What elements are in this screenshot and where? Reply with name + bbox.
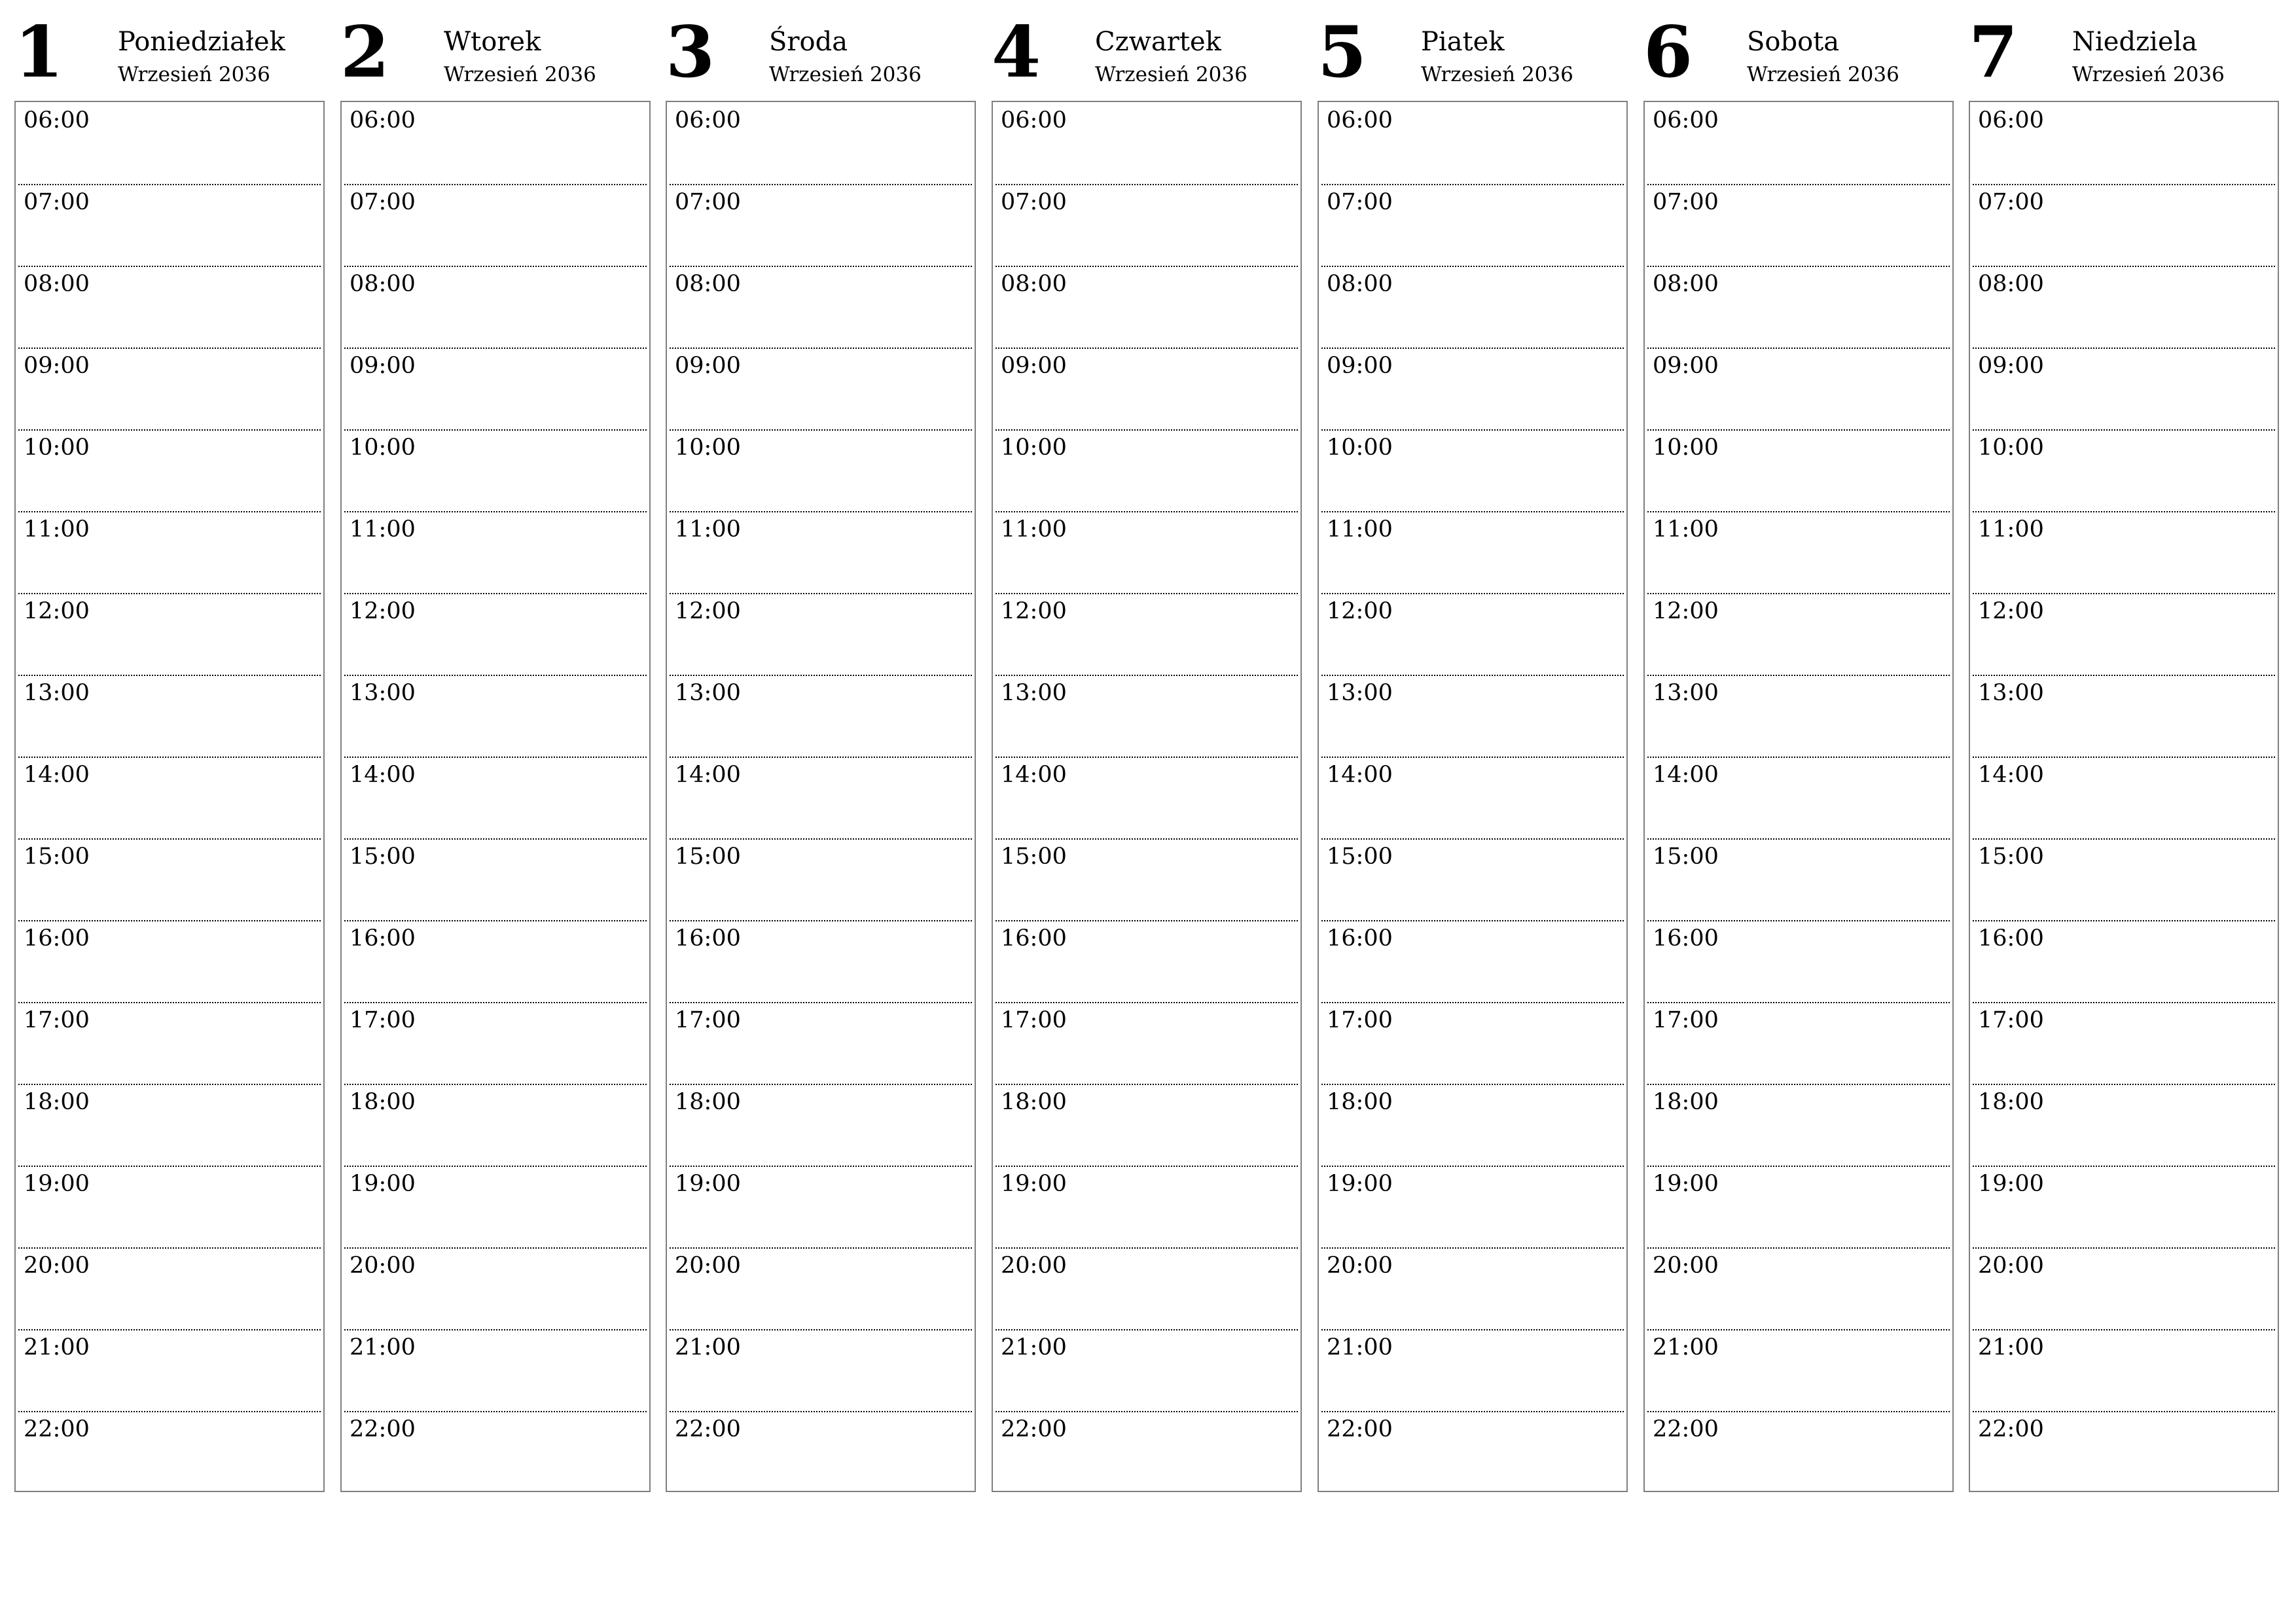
day-name: Środa bbox=[769, 27, 848, 57]
hour-slot[interactable] bbox=[1321, 1247, 1624, 1330]
hour-label: 20:00 bbox=[24, 1253, 90, 1279]
hour-slot[interactable] bbox=[670, 920, 972, 1003]
hour-slot[interactable] bbox=[344, 1002, 647, 1085]
hour-label: 18:00 bbox=[1327, 1089, 1393, 1115]
hour-label: 15:00 bbox=[350, 844, 416, 870]
hour-label: 16:00 bbox=[1653, 925, 1719, 952]
hour-label: 14:00 bbox=[350, 762, 416, 788]
hour-slot[interactable] bbox=[670, 1002, 972, 1085]
hour-slot[interactable] bbox=[18, 675, 321, 758]
day-schedule-box bbox=[340, 101, 651, 1492]
day-schedule-box bbox=[666, 101, 976, 1492]
hour-slot[interactable] bbox=[1647, 266, 1950, 349]
hour-label: 11:00 bbox=[1327, 516, 1393, 543]
hour-slot[interactable] bbox=[344, 757, 647, 840]
hour-label: 12:00 bbox=[1327, 598, 1393, 624]
hour-label: 15:00 bbox=[24, 844, 90, 870]
hour-label: 10:00 bbox=[1327, 435, 1393, 461]
day-number: 6 bbox=[1643, 11, 1692, 94]
hour-slot[interactable] bbox=[1647, 838, 1950, 921]
hour-slot[interactable] bbox=[344, 1166, 647, 1249]
hour-slot[interactable] bbox=[1647, 348, 1950, 431]
hour-slot[interactable] bbox=[18, 1002, 321, 1085]
hour-label: 07:00 bbox=[675, 189, 741, 215]
hour-label: 18:00 bbox=[350, 1089, 416, 1115]
hour-slot[interactable] bbox=[670, 1411, 972, 1493]
hour-label: 10:00 bbox=[675, 435, 741, 461]
hour-slot[interactable] bbox=[1973, 1166, 2275, 1249]
hour-slot[interactable] bbox=[18, 1166, 321, 1249]
hour-label: 17:00 bbox=[350, 1007, 416, 1033]
hour-slot[interactable] bbox=[996, 1329, 1298, 1412]
hour-slot[interactable] bbox=[1647, 675, 1950, 758]
hour-label: 09:00 bbox=[1978, 353, 2044, 379]
day-number: 4 bbox=[992, 11, 1040, 94]
hour-label: 14:00 bbox=[1653, 762, 1719, 788]
hour-slot[interactable] bbox=[18, 1411, 321, 1493]
hour-slot[interactable] bbox=[1647, 593, 1950, 676]
hour-slot[interactable] bbox=[1647, 1247, 1950, 1330]
hour-label: 18:00 bbox=[24, 1089, 90, 1115]
hour-slot[interactable] bbox=[1647, 1411, 1950, 1493]
hour-label: 11:00 bbox=[675, 516, 741, 543]
hour-slot[interactable] bbox=[670, 348, 972, 431]
hour-slot[interactable] bbox=[1647, 429, 1950, 512]
hour-label: 13:00 bbox=[675, 680, 741, 706]
hour-slot[interactable] bbox=[1321, 838, 1624, 921]
hour-label: 14:00 bbox=[675, 762, 741, 788]
hour-slot[interactable] bbox=[1973, 838, 2275, 921]
day-month-label: Wrzesień 2036 bbox=[118, 63, 270, 86]
hour-label: 19:00 bbox=[1001, 1171, 1067, 1197]
hour-label: 17:00 bbox=[24, 1007, 90, 1033]
hour-slot[interactable] bbox=[1973, 920, 2275, 1003]
hour-slot[interactable] bbox=[1321, 593, 1624, 676]
hour-label: 14:00 bbox=[1327, 762, 1393, 788]
hour-slot[interactable] bbox=[18, 1247, 321, 1330]
hour-label: 06:00 bbox=[1327, 107, 1393, 134]
hour-label: 21:00 bbox=[1978, 1334, 2044, 1361]
hour-slot[interactable] bbox=[1973, 511, 2275, 594]
hour-slot[interactable] bbox=[344, 1329, 647, 1412]
hour-label: 21:00 bbox=[350, 1334, 416, 1361]
hour-slot[interactable] bbox=[1321, 675, 1624, 758]
hour-slot[interactable] bbox=[1973, 1329, 2275, 1412]
hour-slot[interactable] bbox=[996, 511, 1298, 594]
hour-slot[interactable] bbox=[18, 1084, 321, 1167]
hour-label: 22:00 bbox=[1653, 1416, 1719, 1442]
day-schedule-box bbox=[1969, 101, 2279, 1492]
hour-slot[interactable] bbox=[1647, 1084, 1950, 1167]
hour-label: 15:00 bbox=[1978, 844, 2044, 870]
hour-slot[interactable] bbox=[996, 348, 1298, 431]
hour-label: 10:00 bbox=[1978, 435, 2044, 461]
day-schedule-box bbox=[14, 101, 325, 1492]
hour-label: 08:00 bbox=[1978, 271, 2044, 297]
hour-label: 07:00 bbox=[1327, 189, 1393, 215]
hour-label: 07:00 bbox=[24, 189, 90, 215]
hour-label: 12:00 bbox=[1653, 598, 1719, 624]
hour-label: 07:00 bbox=[350, 189, 416, 215]
hour-slot[interactable] bbox=[670, 184, 972, 267]
hour-slot[interactable] bbox=[344, 348, 647, 431]
day-number: 2 bbox=[340, 11, 389, 94]
hour-slot[interactable] bbox=[996, 266, 1298, 349]
hour-label: 22:00 bbox=[24, 1416, 90, 1442]
hour-label: 20:00 bbox=[1978, 1253, 2044, 1279]
hour-label: 18:00 bbox=[1653, 1089, 1719, 1115]
hour-slot[interactable] bbox=[1647, 1166, 1950, 1249]
hour-label: 06:00 bbox=[1653, 107, 1719, 134]
hour-label: 13:00 bbox=[1001, 680, 1067, 706]
hour-slot[interactable] bbox=[18, 757, 321, 840]
hour-slot[interactable] bbox=[1973, 429, 2275, 512]
hour-label: 08:00 bbox=[350, 271, 416, 297]
hour-label: 22:00 bbox=[1001, 1416, 1067, 1442]
hour-slot[interactable] bbox=[18, 838, 321, 921]
hour-label: 19:00 bbox=[1978, 1171, 2044, 1197]
hour-slot[interactable] bbox=[1321, 1411, 1624, 1493]
hour-label: 15:00 bbox=[1653, 844, 1719, 870]
day-month-label: Wrzesień 2036 bbox=[1095, 63, 1247, 86]
hour-label: 06:00 bbox=[1978, 107, 2044, 134]
hour-slot[interactable] bbox=[670, 1084, 972, 1167]
hour-slot[interactable] bbox=[996, 1166, 1298, 1249]
day-name: Piatek bbox=[1421, 27, 1505, 57]
hour-label: 18:00 bbox=[1001, 1089, 1067, 1115]
hour-label: 16:00 bbox=[1001, 925, 1067, 952]
hour-label: 14:00 bbox=[1001, 762, 1067, 788]
hour-slot[interactable] bbox=[344, 838, 647, 921]
hour-slot[interactable] bbox=[1973, 102, 2275, 185]
hour-slot[interactable] bbox=[344, 1411, 647, 1493]
hour-slot[interactable] bbox=[1321, 102, 1624, 185]
hour-label: 09:00 bbox=[675, 353, 741, 379]
day-number: 3 bbox=[666, 11, 714, 94]
hour-label: 13:00 bbox=[24, 680, 90, 706]
hour-label: 22:00 bbox=[1978, 1416, 2044, 1442]
day-schedule-box bbox=[1318, 101, 1628, 1492]
hour-label: 20:00 bbox=[675, 1253, 741, 1279]
hour-label: 10:00 bbox=[350, 435, 416, 461]
hour-slot[interactable] bbox=[1321, 348, 1624, 431]
hour-label: 06:00 bbox=[675, 107, 741, 134]
hour-slot[interactable] bbox=[1973, 1084, 2275, 1167]
hour-label: 15:00 bbox=[675, 844, 741, 870]
hour-slot[interactable] bbox=[18, 266, 321, 349]
hour-label: 08:00 bbox=[1653, 271, 1719, 297]
hour-slot[interactable] bbox=[1321, 511, 1624, 594]
hour-label: 15:00 bbox=[1327, 844, 1393, 870]
hour-slot[interactable] bbox=[18, 511, 321, 594]
hour-label: 21:00 bbox=[1327, 1334, 1393, 1361]
hour-slot[interactable] bbox=[1973, 593, 2275, 676]
hour-slot[interactable] bbox=[996, 1002, 1298, 1085]
hour-slot[interactable] bbox=[1321, 184, 1624, 267]
hour-label: 13:00 bbox=[1327, 680, 1393, 706]
hour-slot[interactable] bbox=[1973, 1002, 2275, 1085]
hour-slot[interactable] bbox=[1321, 266, 1624, 349]
day-name: Czwartek bbox=[1095, 27, 1221, 57]
hour-label: 21:00 bbox=[1653, 1334, 1719, 1361]
hour-label: 22:00 bbox=[675, 1416, 741, 1442]
hour-label: 08:00 bbox=[24, 271, 90, 297]
hour-slot[interactable] bbox=[1647, 1329, 1950, 1412]
hour-label: 16:00 bbox=[24, 925, 90, 952]
hour-label: 10:00 bbox=[1653, 435, 1719, 461]
hour-label: 12:00 bbox=[1978, 598, 2044, 624]
hour-slot[interactable] bbox=[1647, 102, 1950, 185]
hour-label: 17:00 bbox=[1001, 1007, 1067, 1033]
hour-label: 15:00 bbox=[1001, 844, 1067, 870]
hour-slot[interactable] bbox=[1321, 757, 1624, 840]
hour-label: 06:00 bbox=[24, 107, 90, 134]
hour-label: 09:00 bbox=[350, 353, 416, 379]
hour-label: 06:00 bbox=[1001, 107, 1067, 134]
hour-label: 20:00 bbox=[1653, 1253, 1719, 1279]
day-name: Poniedziałek bbox=[118, 27, 285, 57]
hour-slot[interactable] bbox=[1973, 184, 2275, 267]
day-name: Sobota bbox=[1747, 27, 1840, 57]
hour-label: 09:00 bbox=[1001, 353, 1067, 379]
hour-label: 16:00 bbox=[675, 925, 741, 952]
hour-slot[interactable] bbox=[1321, 429, 1624, 512]
day-month-label: Wrzesień 2036 bbox=[444, 63, 596, 86]
hour-label: 08:00 bbox=[1001, 271, 1067, 297]
day-schedule-box bbox=[992, 101, 1302, 1492]
hour-label: 11:00 bbox=[1978, 516, 2044, 543]
hour-slot[interactable] bbox=[996, 429, 1298, 512]
hour-slot[interactable] bbox=[344, 266, 647, 349]
hour-label: 17:00 bbox=[1327, 1007, 1393, 1033]
hour-slot[interactable] bbox=[1647, 511, 1950, 594]
hour-label: 11:00 bbox=[1001, 516, 1067, 543]
hour-slot[interactable] bbox=[344, 675, 647, 758]
hour-slot[interactable] bbox=[996, 184, 1298, 267]
day-number: 1 bbox=[14, 11, 63, 94]
hour-slot[interactable] bbox=[1973, 348, 2275, 431]
hour-slot[interactable] bbox=[996, 1084, 1298, 1167]
day-month-label: Wrzesień 2036 bbox=[1747, 63, 1899, 86]
hour-slot[interactable] bbox=[1973, 1247, 2275, 1330]
hour-slot[interactable] bbox=[18, 348, 321, 431]
day-name: Niedziela bbox=[2072, 27, 2198, 57]
hour-label: 16:00 bbox=[1327, 925, 1393, 952]
hour-slot[interactable] bbox=[18, 1329, 321, 1412]
hour-label: 07:00 bbox=[1978, 189, 2044, 215]
hour-slot[interactable] bbox=[670, 675, 972, 758]
day-number: 7 bbox=[1969, 11, 2017, 94]
hour-slot[interactable] bbox=[344, 1084, 647, 1167]
hour-slot[interactable] bbox=[1647, 1002, 1950, 1085]
hour-slot[interactable] bbox=[996, 102, 1298, 185]
hour-slot[interactable] bbox=[344, 429, 647, 512]
hour-label: 21:00 bbox=[24, 1334, 90, 1361]
hour-label: 07:00 bbox=[1653, 189, 1719, 215]
hour-label: 09:00 bbox=[1327, 353, 1393, 379]
hour-label: 19:00 bbox=[350, 1171, 416, 1197]
hour-slot[interactable] bbox=[996, 1411, 1298, 1493]
hour-slot[interactable] bbox=[344, 593, 647, 676]
hour-slot[interactable] bbox=[1647, 920, 1950, 1003]
hour-slot[interactable] bbox=[1647, 184, 1950, 267]
hour-label: 21:00 bbox=[675, 1334, 741, 1361]
hour-slot[interactable] bbox=[344, 1247, 647, 1330]
hour-label: 11:00 bbox=[350, 516, 416, 543]
hour-slot[interactable] bbox=[1973, 1411, 2275, 1493]
hour-label: 10:00 bbox=[1001, 435, 1067, 461]
hour-label: 19:00 bbox=[24, 1171, 90, 1197]
hour-slot[interactable] bbox=[996, 675, 1298, 758]
hour-slot[interactable] bbox=[996, 757, 1298, 840]
hour-slot[interactable] bbox=[344, 102, 647, 185]
hour-slot[interactable] bbox=[670, 102, 972, 185]
hour-slot[interactable] bbox=[996, 920, 1298, 1003]
hour-label: 19:00 bbox=[675, 1171, 741, 1197]
hour-slot[interactable] bbox=[670, 1329, 972, 1412]
hour-label: 11:00 bbox=[1653, 516, 1719, 543]
hour-label: 21:00 bbox=[1001, 1334, 1067, 1361]
hour-slot[interactable] bbox=[670, 511, 972, 594]
hour-slot[interactable] bbox=[996, 838, 1298, 921]
hour-label: 17:00 bbox=[675, 1007, 741, 1033]
hour-label: 14:00 bbox=[24, 762, 90, 788]
hour-label: 12:00 bbox=[1001, 598, 1067, 624]
hour-slot[interactable] bbox=[670, 838, 972, 921]
hour-label: 07:00 bbox=[1001, 189, 1067, 215]
hour-label: 18:00 bbox=[1978, 1089, 2044, 1115]
hour-label: 19:00 bbox=[1327, 1171, 1393, 1197]
hour-slot[interactable] bbox=[1321, 920, 1624, 1003]
day-name: Wtorek bbox=[444, 27, 541, 57]
hour-label: 08:00 bbox=[1327, 271, 1393, 297]
hour-slot[interactable] bbox=[344, 184, 647, 267]
day-schedule-box bbox=[1643, 101, 1954, 1492]
hour-label: 12:00 bbox=[675, 598, 741, 624]
hour-slot[interactable] bbox=[670, 1166, 972, 1249]
hour-slot[interactable] bbox=[670, 1247, 972, 1330]
hour-label: 11:00 bbox=[24, 516, 90, 543]
hour-slot[interactable] bbox=[18, 184, 321, 267]
day-month-label: Wrzesień 2036 bbox=[2072, 63, 2225, 86]
hour-label: 22:00 bbox=[350, 1416, 416, 1442]
hour-label: 20:00 bbox=[350, 1253, 416, 1279]
day-number: 5 bbox=[1318, 11, 1366, 94]
hour-label: 12:00 bbox=[24, 598, 90, 624]
hour-label: 16:00 bbox=[350, 925, 416, 952]
hour-label: 12:00 bbox=[350, 598, 416, 624]
hour-slot[interactable] bbox=[344, 920, 647, 1003]
hour-slot[interactable] bbox=[670, 429, 972, 512]
hour-label: 20:00 bbox=[1001, 1253, 1067, 1279]
hour-slot[interactable] bbox=[18, 429, 321, 512]
hour-slot[interactable] bbox=[1321, 1002, 1624, 1085]
hour-label: 09:00 bbox=[1653, 353, 1719, 379]
hour-slot[interactable] bbox=[18, 102, 321, 185]
hour-slot[interactable] bbox=[1321, 1084, 1624, 1167]
hour-label: 10:00 bbox=[24, 435, 90, 461]
hour-slot[interactable] bbox=[18, 920, 321, 1003]
hour-slot[interactable] bbox=[670, 757, 972, 840]
hour-slot[interactable] bbox=[1321, 1329, 1624, 1412]
hour-slot[interactable] bbox=[1321, 1166, 1624, 1249]
hour-label: 16:00 bbox=[1978, 925, 2044, 952]
hour-slot[interactable] bbox=[996, 1247, 1298, 1330]
hour-label: 09:00 bbox=[24, 353, 90, 379]
day-month-label: Wrzesień 2036 bbox=[769, 63, 922, 86]
hour-label: 18:00 bbox=[675, 1089, 741, 1115]
hour-slot[interactable] bbox=[344, 511, 647, 594]
hour-label: 17:00 bbox=[1653, 1007, 1719, 1033]
hour-slot[interactable] bbox=[1973, 757, 2275, 840]
hour-label: 20:00 bbox=[1327, 1253, 1393, 1279]
hour-label: 19:00 bbox=[1653, 1171, 1719, 1197]
day-month-label: Wrzesień 2036 bbox=[1421, 63, 1573, 86]
hour-label: 13:00 bbox=[1978, 680, 2044, 706]
hour-label: 08:00 bbox=[675, 271, 741, 297]
hour-slot[interactable] bbox=[670, 266, 972, 349]
hour-slot[interactable] bbox=[1973, 266, 2275, 349]
hour-label: 13:00 bbox=[1653, 680, 1719, 706]
hour-label: 13:00 bbox=[350, 680, 416, 706]
hour-label: 22:00 bbox=[1327, 1416, 1393, 1442]
hour-slot[interactable] bbox=[1973, 675, 2275, 758]
hour-slot[interactable] bbox=[1647, 757, 1950, 840]
hour-label: 17:00 bbox=[1978, 1007, 2044, 1033]
hour-slot[interactable] bbox=[18, 593, 321, 676]
hour-label: 06:00 bbox=[350, 107, 416, 134]
hour-slot[interactable] bbox=[670, 593, 972, 676]
hour-label: 14:00 bbox=[1978, 762, 2044, 788]
hour-slot[interactable] bbox=[996, 593, 1298, 676]
